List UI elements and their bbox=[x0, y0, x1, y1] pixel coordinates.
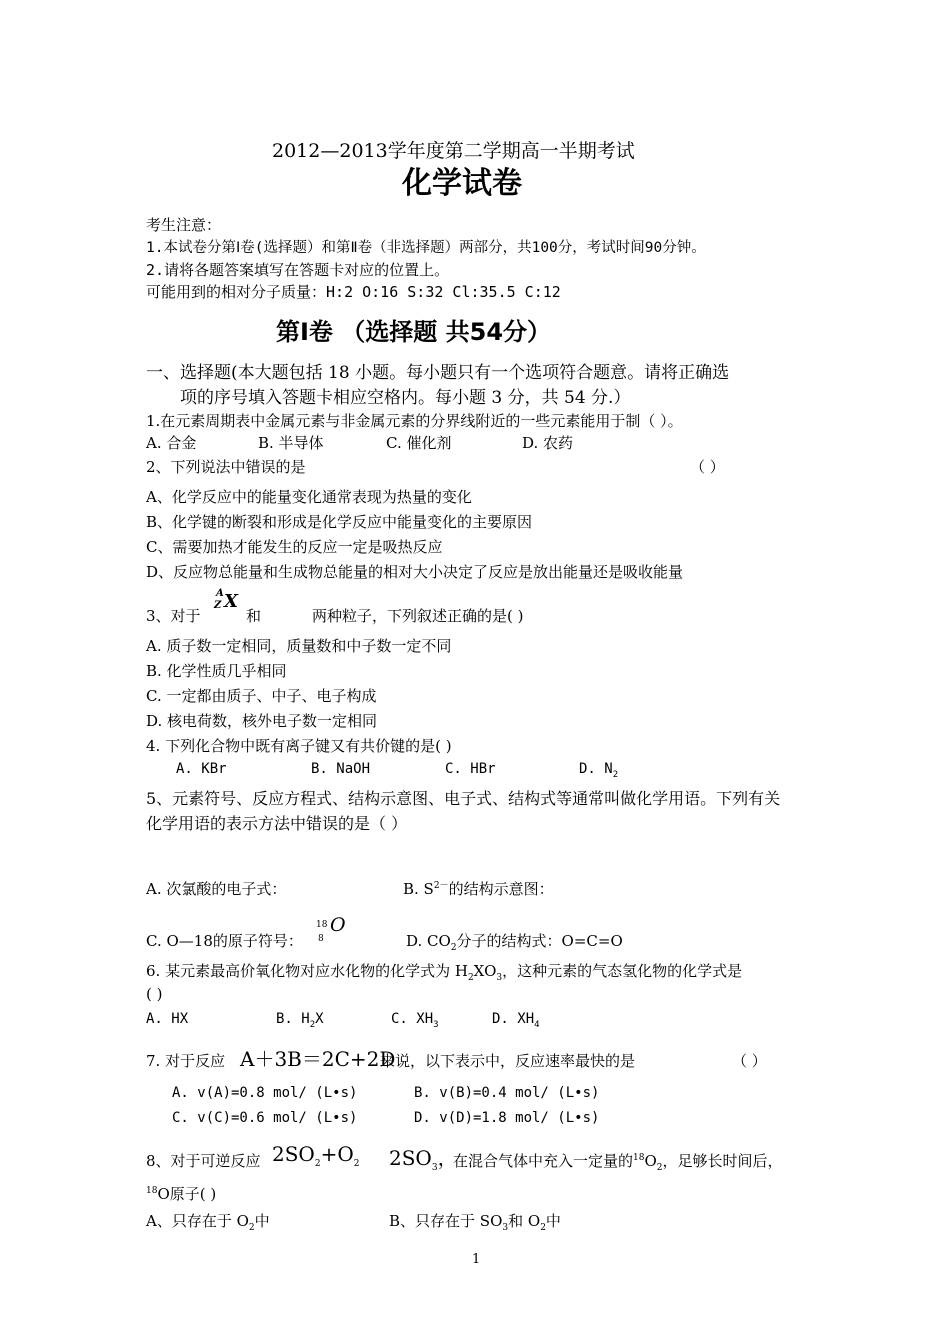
q3-and: 和 bbox=[246, 607, 262, 625]
q5-stem-line-1: 5、元素符号、反应方程式、结构示意图、电子式、结构式等通常叫做化学用语。下列有关 bbox=[146, 789, 781, 808]
q6-answer-paren: ( ) bbox=[146, 985, 163, 1003]
q8-option-b: B、只存在于 $SO_3$和 $O_2$中 bbox=[389, 1212, 561, 1233]
section-title: 第Ⅰ卷 （选择题 共54分） bbox=[276, 318, 552, 346]
q4-option-d: D. $N_2$ bbox=[579, 761, 619, 780]
q8-reactants: $2SO_2+O_2$ bbox=[272, 1142, 360, 1169]
q1-option-b: B. 半导体 bbox=[258, 434, 324, 452]
q5-option-a: A. 次氯酸的电子式： bbox=[146, 880, 287, 898]
q6-stem: 6. 某元素最高价氧化物对应水化物的化学式为 $H_2XO_3$，这种元素的气态氢化物的化学式是 bbox=[146, 962, 743, 983]
q3-option-d: D. 核电荷数，核外电子数一定相同 bbox=[146, 712, 378, 730]
q5-o18-symbol bbox=[314, 914, 350, 946]
q3-option-c: C. 一定都由质子、中子、电子构成 bbox=[146, 687, 377, 705]
q8-line-2: $^{18}$O原子( ) bbox=[146, 1185, 217, 1203]
q5-o18-element: O bbox=[330, 914, 346, 936]
q6-option-c: C. $XH_3$ bbox=[391, 1011, 439, 1030]
q3-element-symbol: X bbox=[224, 591, 238, 612]
notice-heading: 考生注意： bbox=[146, 216, 222, 234]
q6-option-d: D. $XH_4$ bbox=[492, 1011, 540, 1030]
q1-option-c: C. 催化剂 bbox=[386, 434, 452, 452]
q7-option-b: B. v(B)=0.4 mol/ (L•s) bbox=[414, 1085, 600, 1101]
q3-prefix: 3、对于 bbox=[146, 607, 201, 625]
q5-o18-z: 8 bbox=[318, 934, 324, 944]
q2-option-c: C、需要加热才能发生的反应一定是吸热反应 bbox=[146, 538, 443, 556]
q2-stem: 2、下列说法中错误的是 bbox=[146, 458, 306, 476]
q8-suffix: 在混合气体中充入一定量的$^{18}O_2$，足够长时间后， bbox=[453, 1152, 783, 1173]
q4-option-b: B. NaOH bbox=[311, 761, 371, 777]
q3-option-b: B. 化学性质几乎相同 bbox=[146, 662, 287, 680]
q3-nuclide-symbol bbox=[212, 588, 242, 618]
q1-option-d: D. 农药 bbox=[522, 434, 574, 452]
q2-option-d: D、反应物总能量和生成物总能量的相对大小决定了反应是放出能量还是吸收能量 bbox=[146, 563, 684, 581]
exam-title: 2012—2013学年度第二学期高一半期考试 bbox=[272, 140, 635, 162]
q2-option-a: A、化学反应中的能量变化通常表现为热量的变化 bbox=[146, 488, 472, 506]
page-number: 1 bbox=[472, 1252, 481, 1267]
section-instruction-1: 一、选择题(本大题包括 18 小题。每小题只有一个选项符合题意。请将正确选 bbox=[146, 363, 730, 383]
q7-option-a: A. v(A)=0.8 mol/ (L•s) bbox=[172, 1085, 358, 1101]
q6-option-a: A. HX bbox=[146, 1011, 189, 1027]
q4-option-a: A. KBr bbox=[176, 761, 227, 777]
q3-option-a: A. 质子数一定相同，质量数和中子数一定不同 bbox=[146, 637, 452, 655]
section-instruction-2: 项的序号填入答题卡相应空格内。每小题 3 分，共 54 分.） bbox=[180, 388, 631, 408]
subject-title: 化学试卷 bbox=[402, 166, 522, 201]
q7-equation: A＋3B＝2C+2D bbox=[240, 1047, 396, 1071]
notice-line-2: 2.请将各题答案填写在答题卡对应的位置上。 bbox=[146, 261, 450, 279]
q8-prefix: 8、对于可逆反应 bbox=[146, 1152, 261, 1170]
q2-option-b: B、化学键的断裂和形成是化学反应中能量变化的主要原因 bbox=[146, 513, 533, 531]
q7-option-d: D. v(D)=1.8 mol/ (L•s) bbox=[414, 1110, 600, 1126]
q4-stem: 4. 下列化合物中既有离子键又有共价键的是( ) bbox=[146, 737, 452, 755]
q8-option-a: A、只存在于 $O_2$中 bbox=[146, 1212, 270, 1233]
q5-stem-line-2: 化学用语的表示方法中错误的是（ ） bbox=[146, 814, 408, 833]
q5-option-c: C. O—18的原子符号： bbox=[146, 932, 303, 950]
q7-answer-paren: （ ） bbox=[732, 1052, 767, 1070]
q3-mass-number: A bbox=[216, 588, 224, 599]
q5-option-b: B. $S^{2-}$的结构示意图： bbox=[403, 880, 554, 898]
q5-o18-mass: 18 bbox=[316, 920, 328, 930]
notice-line-1: 1.本试卷分第Ⅰ卷(选择题）和第Ⅱ卷（非选择题）两部分，共100分，考试时间90分钟。 bbox=[146, 240, 706, 256]
q1-stem: 1.在元素周期表中金属元素与非金属元素的分界线附近的一些元素能用于制（ ）。 bbox=[146, 412, 683, 430]
q1-option-a: A. 合金 bbox=[146, 434, 197, 452]
q3-atomic-number: Z bbox=[214, 600, 222, 611]
q4-option-c: C. HBr bbox=[445, 761, 496, 777]
q7-prefix: 7. 对于反应 bbox=[146, 1052, 226, 1070]
q3-suffix: 两种粒子，下列叙述正确的是( ) bbox=[312, 607, 524, 625]
notice-line-3: 可能用到的相对分子质量：H:2 O:16 S:32 Cl:35.5 C:12 bbox=[146, 283, 561, 301]
q7-suffix: 来说，以下表示中，反应速率最快的是 bbox=[380, 1052, 636, 1070]
q2-answer-paren: （ ） bbox=[690, 458, 725, 476]
q5-option-d: D. $CO_2$分子的结构式：O=C=O bbox=[406, 932, 623, 953]
q6-option-b: B. $H_2X$ bbox=[276, 1011, 324, 1030]
q8-product: $2SO_3$， bbox=[389, 1146, 458, 1173]
q7-option-c: C. v(C)=0.6 mol/ (L•s) bbox=[172, 1110, 358, 1126]
